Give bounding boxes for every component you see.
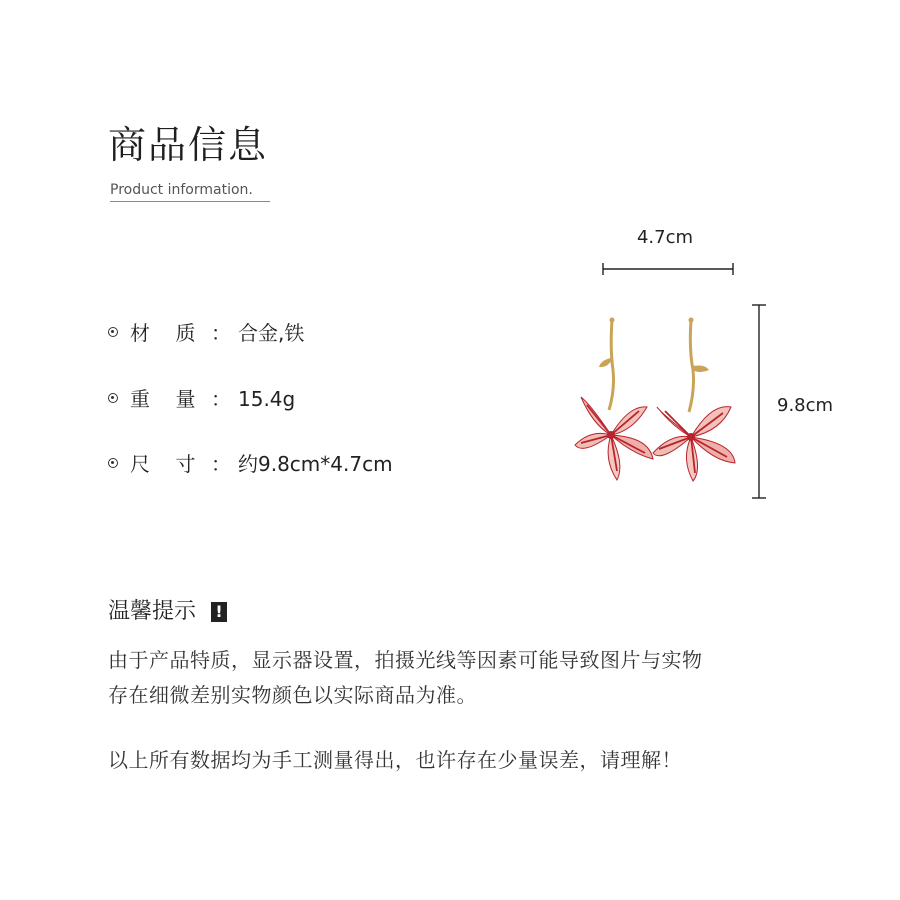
tips-text-line: 以上所有数据均为手工测量得出，也许存在少量误差，请理解！ bbox=[108, 748, 682, 772]
spec-label: 材 质 bbox=[130, 321, 196, 345]
spec-colon: ： bbox=[211, 452, 231, 476]
height-label: 9.8cm bbox=[777, 395, 834, 416]
subtitle-underline bbox=[110, 201, 270, 202]
spec-label: 重 量 bbox=[130, 387, 196, 411]
circle-dot-icon bbox=[108, 393, 118, 403]
tips-text-line: 存在细微差别实物颜色以实际商品为准。 bbox=[108, 683, 477, 707]
product-figure bbox=[555, 220, 855, 520]
spec-colon: ： bbox=[211, 321, 231, 345]
width-label: 4.7cm bbox=[636, 227, 694, 248]
page-title: 商品信息 bbox=[108, 123, 269, 167]
width-dimension-line bbox=[603, 263, 733, 275]
circle-dot-icon bbox=[108, 458, 118, 468]
earring-left bbox=[575, 318, 653, 481]
earring-right bbox=[653, 318, 735, 482]
spec-label: 尺 寸 bbox=[130, 452, 196, 476]
spec-value: 15.4g bbox=[238, 387, 296, 411]
tips-heading: 温馨提示 bbox=[108, 599, 197, 624]
spec-value: 约9.8cm*4.7cm bbox=[238, 452, 393, 476]
page-subtitle: Product information. bbox=[110, 182, 253, 198]
tips-text-line: 由于产品特质，显示器设置，拍摄光线等因素可能导致图片与实物 bbox=[108, 648, 703, 672]
circle-dot-icon bbox=[108, 327, 118, 337]
spec-colon: ： bbox=[211, 387, 231, 411]
height-dimension-line bbox=[752, 305, 766, 498]
exclamation-icon: ! bbox=[211, 602, 227, 622]
spec-value: 合金,铁 bbox=[238, 321, 305, 345]
